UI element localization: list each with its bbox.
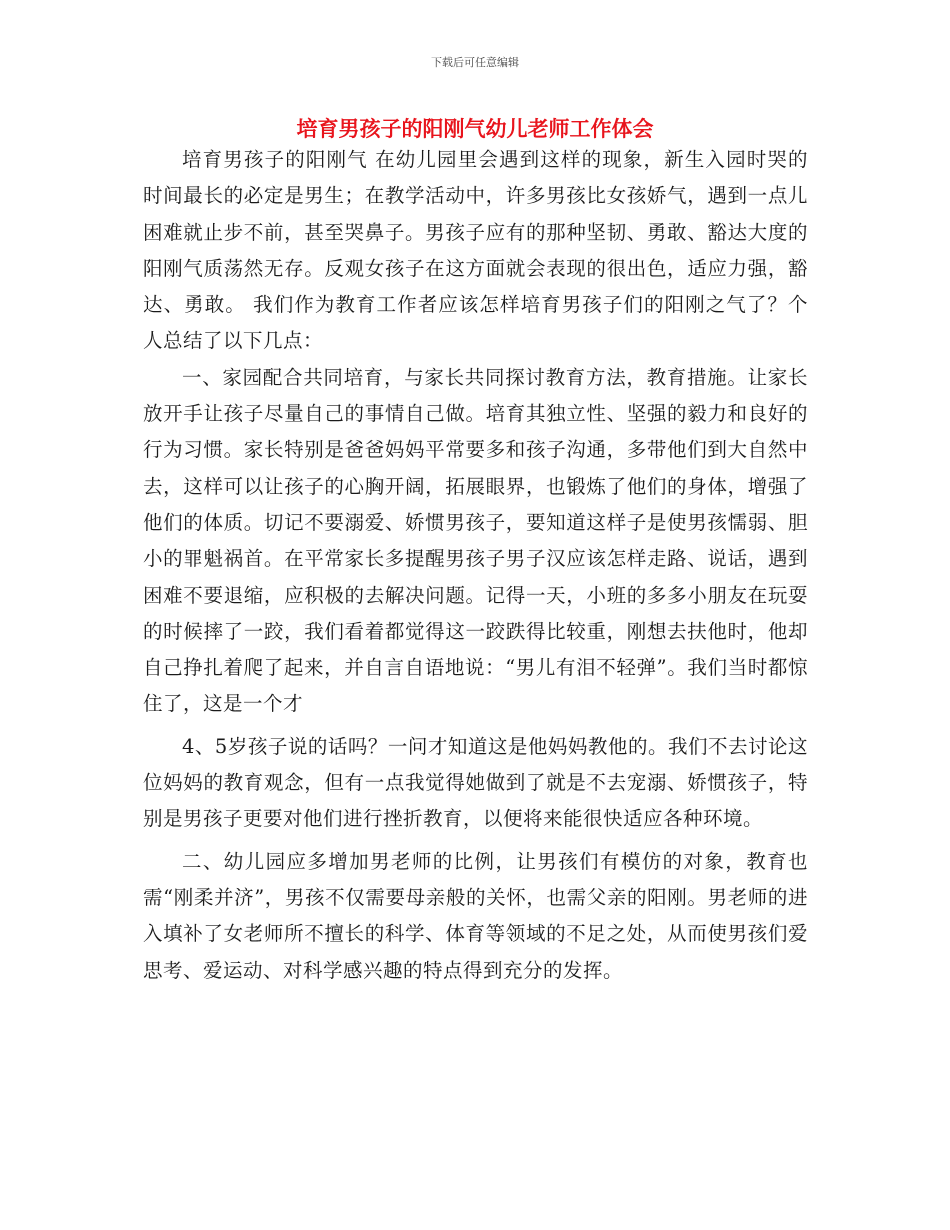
paragraph-intro: 培育男孩子的阳刚气 在幼儿园里会遇到这样的现象，新生入园时哭的时间最长的必定是男生；在教学活动中，许多男孩比女孩娇气，遇到一点儿困难就止步不前，甚至哭鼻子。男孩子应有的那种坚韧、勇敢、豁达大度的阳刚气质荡然无存。反观女孩子在这方面就会表现的很出色，适应力强，豁达、勇敢。 我们作为教育工作者应该怎样培育男孩子们的阳刚之气了？个人总结了以下几点： <box>143 148 808 353</box>
header-note: 下载后可任意编辑 <box>431 56 519 69</box>
document-body <box>143 142 808 989</box>
document-title: 培育男孩子的阳刚气幼儿老师工作体会 <box>296 117 654 141</box>
paragraph-continuation: 4、5岁孩子说的话吗？一问才知道这是他妈妈教他的。我们不去讨论这位妈妈的教育观念，但有一点我觉得她做到了就是不去宠溺、娇惯孩子，特别是男孩子更要对他们进行挫折教育，以便将来能很快适应各种环境。 <box>143 734 808 831</box>
paragraph-point-one: 一、家园配合共同培育，与家长共同探讨教育方法，教育措施。让家长放开手让孩子尽量自己的事情自己做。培育其独立性、坚强的毅力和良好的行为习惯。家长特别是爸爸妈妈平常要多和孩子沟通，多带他们到大自然中去，这样可以让孩子的心胸开阔，拓展眼界，也锻炼了他们的身体，增强了他们的体质。切记不要溺爱、娇惯男孩子，要知道这样子是使男孩懦弱、胆小的罪魁祸首。在平常家长多提醒男孩子男子汉应该怎样走路、说话，遇到困难不要退缩，应积极的去解决问题。记得一天，小班的多多小朋友在玩耍的时候摔了一跤，我们看着都觉得这一跤跌得比较重，刚想去扶他时，他却自己挣扎着爬了起来，并自言自语地说：“男儿有泪不轻弹”。我们当时都惊住了，这是一个才 <box>143 365 808 716</box>
paragraph-point-two: 二、幼儿园应多增加男老师的比例，让男孩们有模仿的对象，教育也需“刚柔并济”，男孩不仅需要母亲般的关怀，也需父亲的阳刚。男老师的进入填补了女老师所不擅长的科学、体育等领域的不足之处，从而使男孩们爱思考、爱运动、对科学感兴趣的特点得到充分的发挥。 <box>143 849 808 982</box>
